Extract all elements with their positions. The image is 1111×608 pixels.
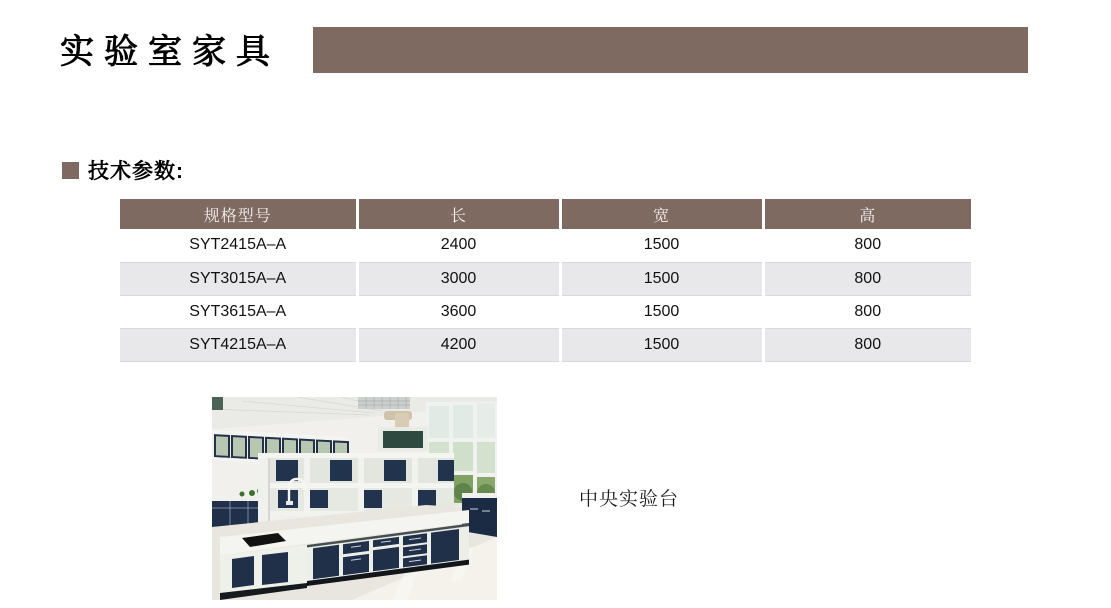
col-header-width: 宽 [560,199,763,229]
section-bullet-icon [62,162,79,179]
table-row [120,328,971,361]
table-row [120,295,971,328]
cell-height: 800 [763,328,971,361]
spec-table [120,199,971,362]
cell-model: SYT3015A–A [120,262,357,295]
lab-photo-illustration [212,397,497,600]
col-header-length: 长 [357,199,560,229]
cell-length: 2400 [357,229,560,262]
cell-width: 1500 [560,328,763,361]
col-header-model: 规格型号 [120,199,357,229]
cell-width: 1500 [560,295,763,328]
cell-height: 800 [763,295,971,328]
cell-model: SYT4215A–A [120,328,357,361]
cell-width: 1500 [560,262,763,295]
cell-length: 3600 [357,295,560,328]
ceiling-vent [212,397,223,410]
cell-height: 800 [763,262,971,295]
section-heading-row [62,155,184,185]
title-accent-bar [313,27,1028,73]
lab-photo [212,397,497,600]
cell-model: SYT3615A–A [120,295,357,328]
cell-model: SYT2415A–A [120,229,357,262]
table-row [120,262,971,295]
spec-table-header-row [120,199,971,229]
photo-caption: 中央实验台 [579,488,680,510]
col-header-height: 高 [763,199,971,229]
cell-length: 3000 [357,262,560,295]
page-title: 实验室家具 [60,33,280,71]
cell-height: 800 [763,229,971,262]
cell-width: 1500 [560,229,763,262]
cell-length: 4200 [357,328,560,361]
section-heading: 技术参数: [88,160,184,183]
table-row [120,229,971,262]
